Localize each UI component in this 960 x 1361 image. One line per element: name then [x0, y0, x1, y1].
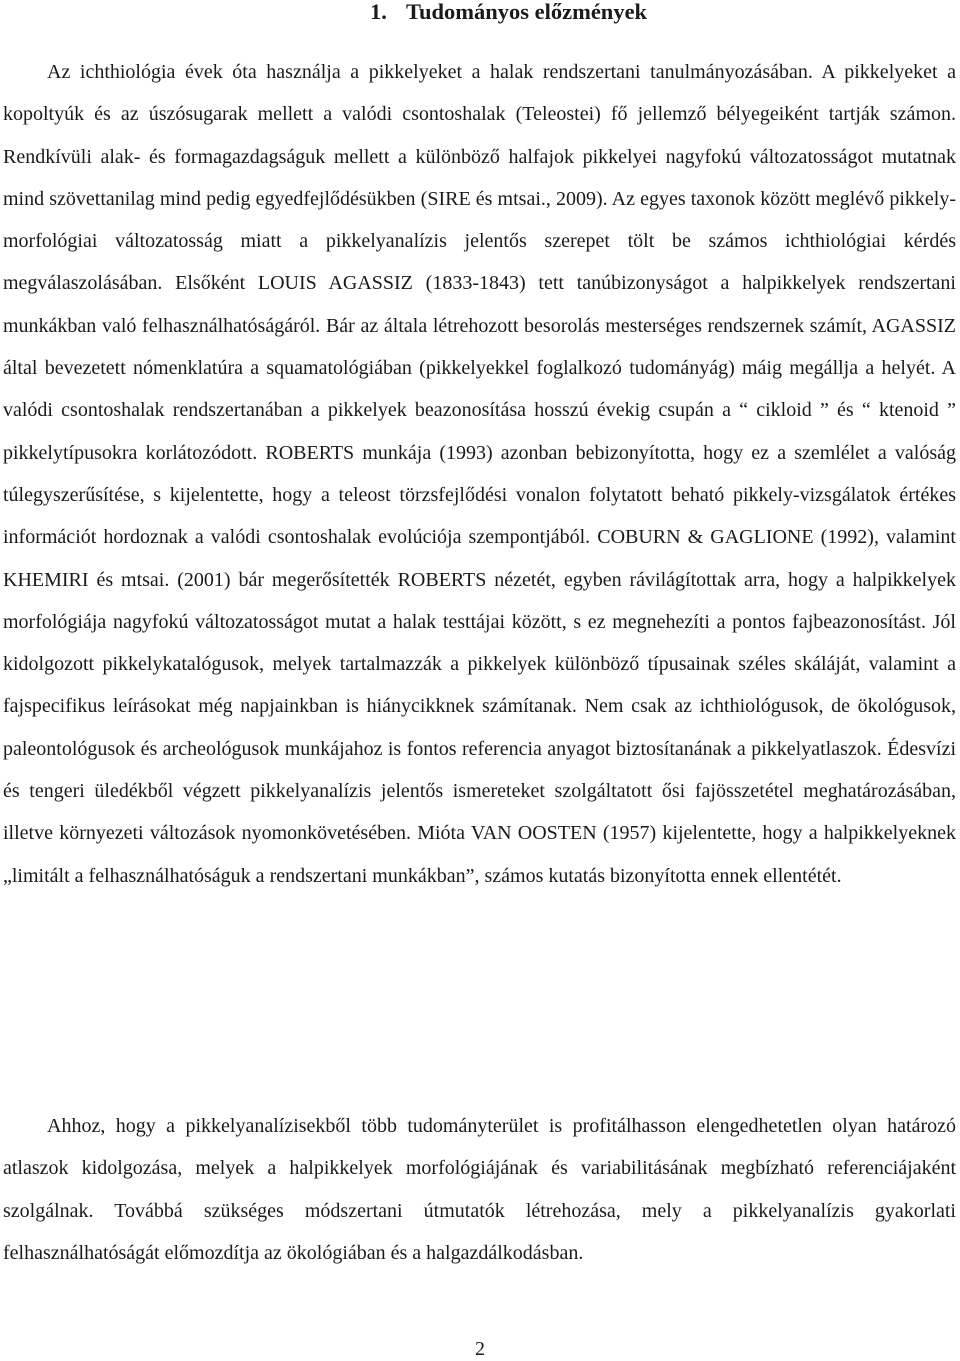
body-paragraph-2	[3, 1105, 956, 1274]
paragraph-text: Az ichthiológia évek óta használja a pikkelyeket a halak rendszertani tanulmányozásában. A pikkelyeket a kopoltyúk és az úszósugarak mellett a valódi csontoshalak (Teleostei) fő jellemző bélyegeiként tartják számon. Rendkívüli alak- és formagazdagságuk mellett a különböző halfajok pikkelyei nagyfokú változatosságot mutatnak mind szövettanilag mind pedig egyedfejlődésükben (SIRE és mtsai., 2009). Az egyes taxonok között meglévő pikkely-morfológiai változatosság miatt a pikkelyanalízis jelentős szerepet tölt be számos ichthiológiai kérdés megválaszolásában. Elsőként LOUIS AGASSIZ (1833-1843) tett tanúbizonyságot a halpikkelyek rendszertani munkákban való felhasználhatóságáról. Bár az általa létrehozott besorolás mesterséges rendszernek számít, AGASSIZ által bevezetett nómenklatúra a squamatológiában (pikkelyekkel foglalkozó tudományág) máig megállja a helyét. A valódi csontoshalak rendszertanában a pikkelyek beazonosítása hosszú évekig csupán a “ cikloid ” és “ ktenoid ” pikkelytípusokra korlátozódott. ROBERTS munkája (1993) azonban bebizonyította, hogy ez a szemlélet a valóság túlegyszerűsítése, s kijelentette, hogy a teleost törzsfejlődési vonalon folytatott beható pikkely-vizsgálatok értékes információt hordoznak a valódi csontoshalak evolúciója szempontjából. COBURN & GAGLIONE (1992), valamint KHEMIRI és mtsai. (2001) bár megerősítették ROBERTS nézetét, egyben rávilágítottak arra, hogy a halpikkelyek morfológiája nagyfokú változatosságot mutat a halak testtájai között, s ez megnehezíti a pontos fajbeazonosítást. Jól kidolgozott pikkelykatalógusok, melyek tartalmazzák a pikkelyek különböző típusainak széles skáláját, valamint a fajspecifikus leírásokat még napjainkban is hiánycikknek számítanak. Nem csak az ichthiológusok, de ökológusok, paleontológusok és archeológusok munkájahoz is fontos referencia anyagot biztosítanának a pikkelyatlaszok. Édesvízi és tengeri üledékből végzett pikkelyanalízis jelentős ismereteket szolgáltatott ősi fajösszetétel meghatározásában, illetve környezeti változások nyomonkövetésében. Mióta VAN OOSTEN (1957) kijelentette, hogy a halpikkelyeknek „limitált a felhasználhatóságuk a rendszertani munkákban”, számos kutatás bizonyította ennek ellentétét.	[3, 61, 956, 887]
section-heading	[370, 0, 647, 27]
page-number: 2	[475, 1338, 485, 1360]
paragraph-text: Ahhoz, hogy a pikkelyanalízisekből több tudományterület is profitálhasson elengedhetetlen olyan határozó atlaszok kidolgozása, melyek a halpikkelyek morfológiájának és variabilitásának megbízható referenciájaként szolgálnak. Továbbá szükséges módszertani útmutatók létrehozása, mely a pikkelyanalízis gyakorlati felhasználhatóságát előmozdítja az ökológiában és a halgazdálkodásban.	[3, 1115, 956, 1264]
section-title: Tudományos előzmények	[406, 0, 648, 24]
body-paragraph-1	[3, 51, 956, 897]
section-number: 1.	[370, 0, 387, 24]
